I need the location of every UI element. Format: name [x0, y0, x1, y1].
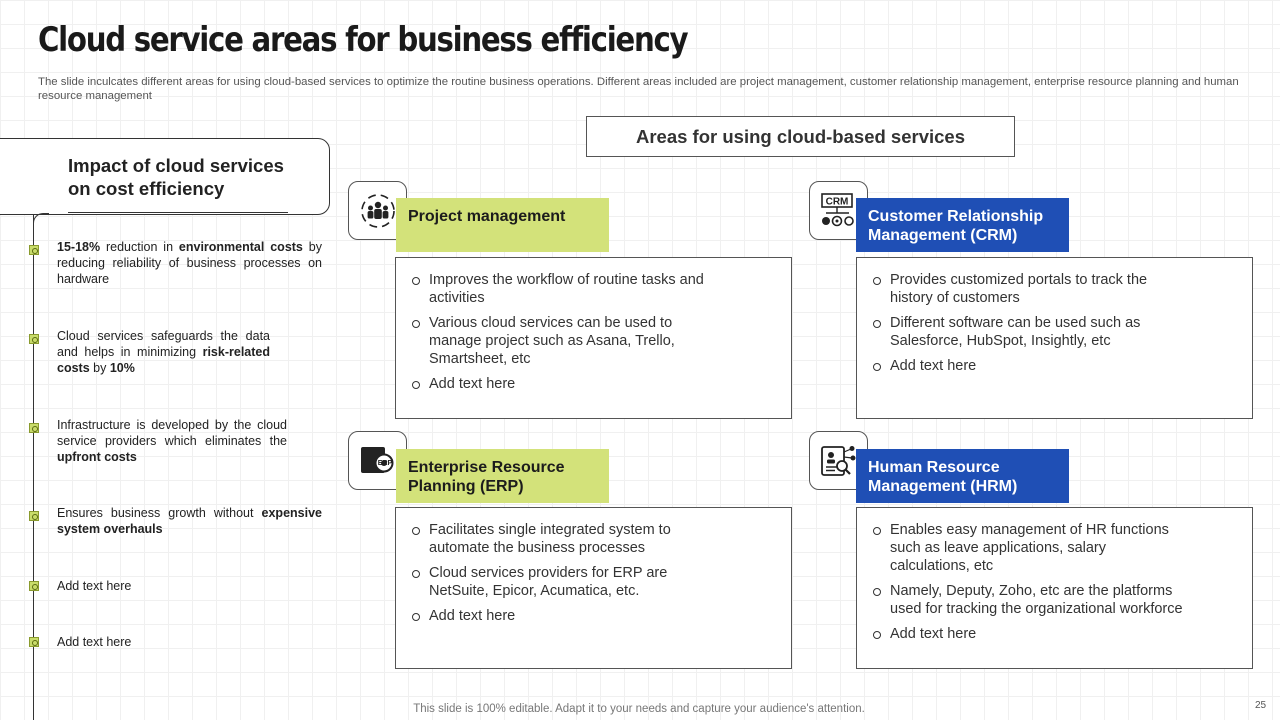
emphasis-text: environmental costs — [178, 240, 303, 254]
body-text: Infrastructure is developed by the cloud service providers which eliminates the — [57, 418, 287, 448]
timeline-curve — [33, 213, 49, 227]
impact-item — [57, 239, 322, 287]
bullet-item: Add text here — [890, 625, 1190, 643]
body-text: Add text here — [57, 579, 132, 593]
emphasis-text: 15-18% — [57, 240, 101, 254]
page-number: 25 — [1255, 700, 1267, 711]
emphasis-text: risk-related costs — [57, 345, 270, 375]
bullet-item: Enables easy management of HR functions such as leave applications, salary calculations, etc — [890, 521, 1180, 575]
timeline-marker-icon — [29, 423, 39, 433]
impact-title: Impact of cloud services on cost efficiency — [68, 155, 284, 199]
body-text: Cloud services safeguards the data and helps in minimizing — [57, 329, 270, 359]
crm-icon-text: CRM — [825, 196, 849, 208]
emphasis-text: upfront costs — [57, 450, 137, 464]
footer-note-text: This slide is 100% editable. Adapt it to your needs and capture your audience's attention. — [413, 703, 865, 715]
impact-underline — [68, 212, 288, 213]
body-text: reduction in — [100, 240, 179, 254]
body-text: Add text here — [57, 635, 132, 649]
slide-title: Cloud service areas for business efficiency — [38, 20, 688, 60]
bullet-item: Facilitates single integrated system to automate the business processes — [429, 521, 709, 557]
bullet-item: Add text here — [429, 607, 729, 625]
bullet-item: Add text here — [890, 357, 1190, 375]
impact-item — [57, 328, 270, 376]
erp-icon-text: ERP — [377, 460, 393, 467]
timeline-marker-icon — [29, 581, 39, 591]
timeline-marker-icon — [29, 511, 39, 521]
hrm-box — [856, 507, 1253, 669]
slide-subtitle: The slide inculcates different areas for using cloud-based services to optimize the routine business operations. Different areas included are project management, customer relationship management, enterprise resource planning and human resource management — [38, 76, 1239, 102]
footer-note — [0, 703, 1280, 715]
timeline-marker-icon — [29, 637, 39, 647]
project-management-label: Project management — [396, 198, 609, 252]
erp-label: Enterprise Resource Planning (ERP) — [396, 449, 609, 503]
emphasis-text: expensive system overhauls — [57, 506, 322, 536]
body-text: by — [89, 361, 110, 375]
timeline-marker-icon — [29, 245, 39, 255]
impact-item — [57, 578, 322, 594]
bullet-item: Different software can be used such as Salesforce, HubSpot, Insightly, etc — [890, 314, 1160, 350]
impact-item — [57, 505, 322, 537]
body-text: Ensures business growth without — [57, 506, 262, 520]
body-text: by reducing reliability of business processes on hardware — [57, 240, 322, 286]
areas-header: Areas for using cloud-based services — [586, 116, 1015, 157]
crm-box — [856, 257, 1253, 419]
impact-item — [57, 417, 287, 465]
bullet-item: Namely, Deputy, Zoho, etc are the platforms used for tracking the organizational workforce — [890, 582, 1190, 618]
impact-item — [57, 634, 322, 650]
crm-label: Customer Relationship Management (CRM) — [856, 198, 1069, 252]
bullet-item: Various cloud services can be used to manage project such as Asana, Trello, Smartsheet, etc — [429, 314, 709, 368]
bullet-item: Improves the workflow of routine tasks and activities — [429, 271, 729, 307]
hrm-label: Human Resource Management (HRM) — [856, 449, 1069, 503]
erp-box — [395, 507, 792, 669]
bullet-item: Add text here — [429, 375, 729, 393]
timeline-marker-icon — [29, 334, 39, 344]
project-management-box — [395, 257, 792, 419]
bullet-item: Cloud services providers for ERP are NetSuite, Epicor, Acumatica, etc. — [429, 564, 699, 600]
bullet-item: Provides customized portals to track the history of customers — [890, 271, 1170, 307]
emphasis-text: 10% — [109, 361, 135, 375]
